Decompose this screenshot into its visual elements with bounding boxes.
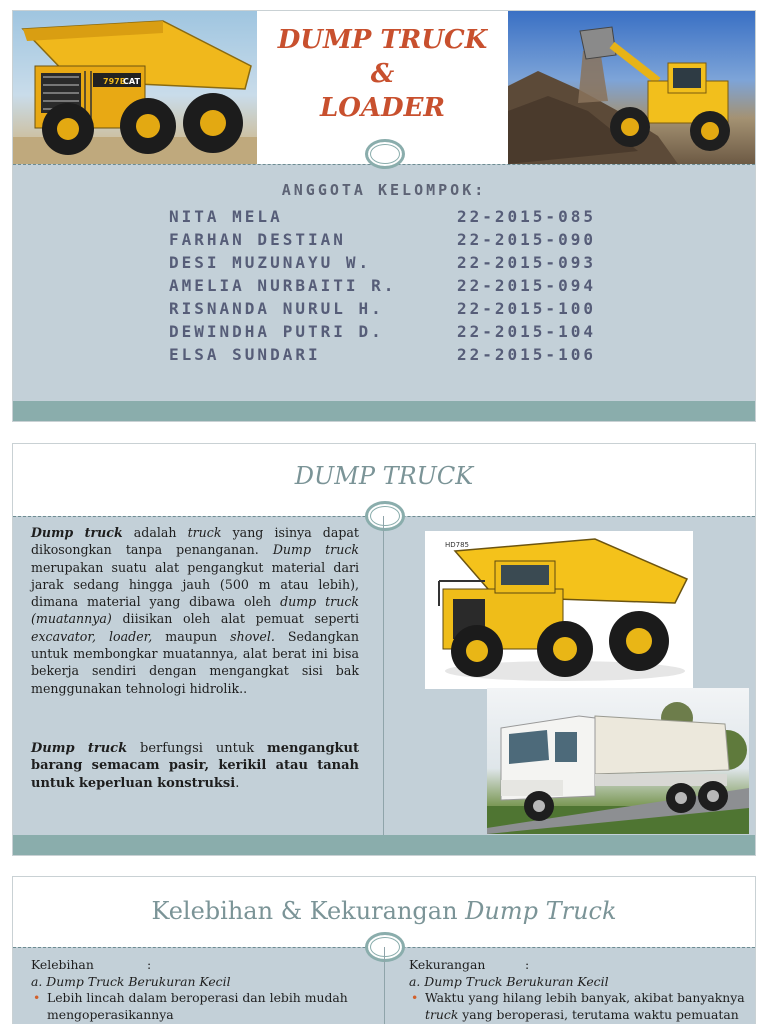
text-run: yang beroperasi, terutama waktu pemuatan [458, 1006, 739, 1022]
text-run: adalah [122, 525, 188, 540]
text-run: merupakan suatu alat pengangkut material dari jarak sedang hingga jauh (500 m atau lebih), dimana material yang dibawa oleh [31, 559, 359, 610]
member-row [169, 299, 609, 321]
text-run: maupun [152, 628, 231, 644]
label-text: Kekurangan [409, 957, 486, 972]
text-run: Dump truck [272, 542, 359, 558]
label-colon: : [147, 957, 152, 972]
text-run: diisikan oleh alat pemuat seperti [111, 611, 359, 627]
sub-heading: a. Dump Truck Berukuran Kecil [409, 973, 609, 989]
text-run: excavator, loader, [31, 628, 153, 644]
column-divider [384, 947, 385, 1024]
haul-truck-photo [425, 531, 693, 689]
truck-plate-text: 797B [103, 77, 126, 86]
member-row [169, 345, 609, 367]
member-nim: 22-2015-100 [457, 299, 596, 318]
member-row [169, 322, 609, 344]
member-nim: 22-2015-106 [457, 345, 596, 364]
member-nim: 22-2015-104 [457, 322, 596, 341]
member-row [169, 276, 609, 298]
member-name: DEWINDHA PUTRI D. [169, 322, 384, 341]
section-title: DUMP TRUCK [294, 462, 474, 490]
column-label [31, 957, 371, 974]
term: Dump truck [31, 525, 123, 540]
text-run: Waktu yang hilang lebih banyak, akibat banyaknya [425, 990, 745, 1005]
title-text-italic: Dump Truck [465, 897, 617, 925]
member-name: NITA MELA [169, 207, 283, 226]
text-run: truck [187, 525, 222, 540]
term: Dump truck [31, 741, 128, 756]
title-text: Kelebihan & Kekurangan [151, 897, 466, 925]
member-name: ELSA SUNDARI [169, 345, 321, 364]
sub-heading: a. Dump Truck Berukuran Kecil [31, 973, 231, 989]
member-name: RISNANDA NURUL H. [169, 299, 384, 318]
ring-ornament [365, 932, 405, 962]
members-heading: ANGGOTA KELOMPOK: [281, 181, 487, 199]
truck-brand-text: CAT [123, 77, 140, 86]
text-run: yang isinya dapat dikosongkan tanpa penanganan. [31, 525, 359, 558]
column-divider [383, 516, 384, 835]
member-name: FARHAN DESTIAN [169, 230, 346, 249]
title-line-3: LOADER [319, 93, 446, 123]
member-name: AMELIA NURBAITI R. [169, 276, 397, 295]
member-nim: 22-2015-085 [457, 207, 596, 226]
wheel-loader-photo [508, 11, 756, 164]
ring-ornament [365, 139, 405, 169]
member-nim: 22-2015-093 [457, 253, 596, 272]
disadvantages-column [409, 957, 749, 1023]
member-row [169, 253, 609, 275]
definition-paragraph [31, 524, 359, 697]
slide-dump-truck [12, 443, 756, 856]
bullet-item: • Lebih lincah dalam beroperasi dan lebih mudah mengoperasikannya [31, 990, 371, 1023]
text-run: mengangkut barang semacam pasir, kerikil atau tanah untuk keperluan konstruksi [31, 741, 359, 791]
member-nim: 22-2015-094 [457, 276, 596, 295]
slide-title [12, 10, 756, 422]
mining-dump-truck-photo [13, 11, 257, 164]
function-paragraph [31, 740, 359, 792]
text-run: Sedangkan untuk membongkar muatannya, alat berat ini bisa bekerja sendiri dengan mengangkat sisi bak menggunakan tehnologi hidrolik.. [31, 628, 359, 696]
member-name: DESI MUZUNAYU W. [169, 253, 372, 272]
section-title [13, 897, 755, 925]
text-run: truck [425, 1006, 459, 1022]
ring-ornament [365, 501, 405, 531]
bottom-band [13, 835, 755, 855]
text-run: shovel. [230, 628, 275, 644]
member-nim: 22-2015-090 [457, 230, 596, 249]
title-line-1: DUMP TRUCK [277, 25, 488, 55]
text-run: . [235, 775, 240, 791]
bullet-item [409, 990, 749, 1023]
column-label [409, 957, 749, 974]
haul-truck-brand-text: HD785 [445, 541, 470, 549]
bottom-band [13, 401, 755, 421]
member-row [169, 207, 609, 229]
advantages-column [31, 957, 371, 1023]
member-row [169, 230, 609, 252]
slide-pros-cons [12, 876, 756, 1024]
label-colon: : [525, 957, 530, 972]
tipper-truck-photo [487, 688, 749, 834]
text-run: dump truck (muatannya) [31, 594, 360, 627]
title-line-2: & [370, 59, 395, 89]
text-run: berfungsi untuk [127, 741, 267, 756]
label-text: Kelebihan [31, 957, 94, 972]
